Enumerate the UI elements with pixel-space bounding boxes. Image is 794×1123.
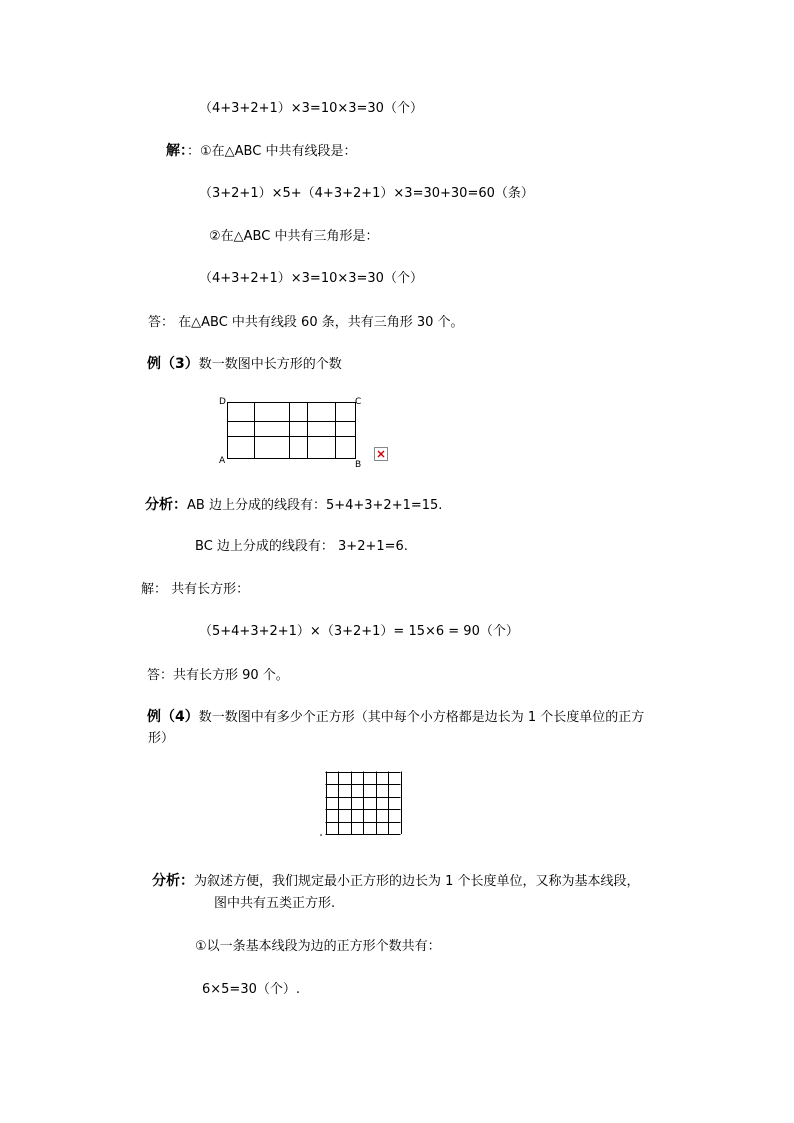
analysis-2-text-cont: 图中共有五类正方形.	[214, 896, 336, 911]
corner-c: C	[355, 397, 362, 407]
analysis-2-label: 分析：	[152, 873, 194, 889]
stray-dot	[320, 834, 322, 836]
example-4-label: 例（4）	[147, 709, 199, 725]
rectangle-figure	[215, 393, 385, 473]
calc-line-5: （4+3+2+1）×3=10×3=30（个）	[199, 271, 423, 286]
item-1-calc: 6×5=30（个）.	[202, 982, 301, 997]
analysis-label: 分析：	[145, 497, 187, 513]
analysis-bc: BC 边上分成的线段有： 3+2+1=6.	[195, 539, 408, 554]
example-3-heading	[147, 356, 342, 373]
solve-text: ：①在△ABC 中共有线段是：	[187, 144, 357, 159]
answer-2: 答：共有长方形 90 个。	[147, 668, 289, 683]
rectangle-outline	[228, 403, 356, 459]
example-4-text-cont: 形）	[148, 731, 175, 746]
corner-b: B	[355, 460, 362, 470]
calc-line-1: （4+3+2+1）×3=10×3=30（个）	[199, 101, 423, 116]
analysis-line	[145, 497, 442, 514]
calc-line-3: （3+2+1）×5+（4+3+2+1）×3=30+30=60（条）	[199, 186, 534, 201]
calc-rectangles: （5+4+3+2+1）×（3+2+1）= 15×6 = 90（个）	[199, 624, 519, 639]
solve-line	[166, 143, 356, 160]
corner-d: D	[219, 397, 226, 407]
analysis-2-text: 为叙述方便，我们规定最小正方形的边长为 1 个长度单位，又称为基本线段，	[194, 874, 640, 889]
example-4-text: 数一数图中有多少个正方形（其中每个小方格都是边长为 1 个长度单位的正方	[198, 710, 645, 725]
analysis-ab: AB 边上分成的线段有：5+4+3+2+1=15.	[187, 498, 443, 513]
square-grid-figure	[318, 766, 408, 846]
broken-image-icon	[374, 447, 388, 461]
triangle-line: ②在△ABC 中共有三角形是：	[209, 229, 379, 244]
solve-2: 解： 共有长方形：	[141, 582, 250, 597]
example-3-text: 数一数图中长方形的个数	[198, 357, 342, 372]
example-4-heading	[147, 709, 644, 726]
item-1: ①以一条基本线段为边的正方形个数共有：	[195, 939, 441, 954]
answer-1: 答： 在△ABC 中共有线段 60 条，共有三角形 30 个。	[148, 315, 464, 330]
example-3-label: 例（3）	[147, 356, 199, 372]
solve-label: 解：	[166, 143, 187, 159]
analysis-2-line	[152, 873, 640, 890]
corner-a: A	[219, 456, 226, 466]
